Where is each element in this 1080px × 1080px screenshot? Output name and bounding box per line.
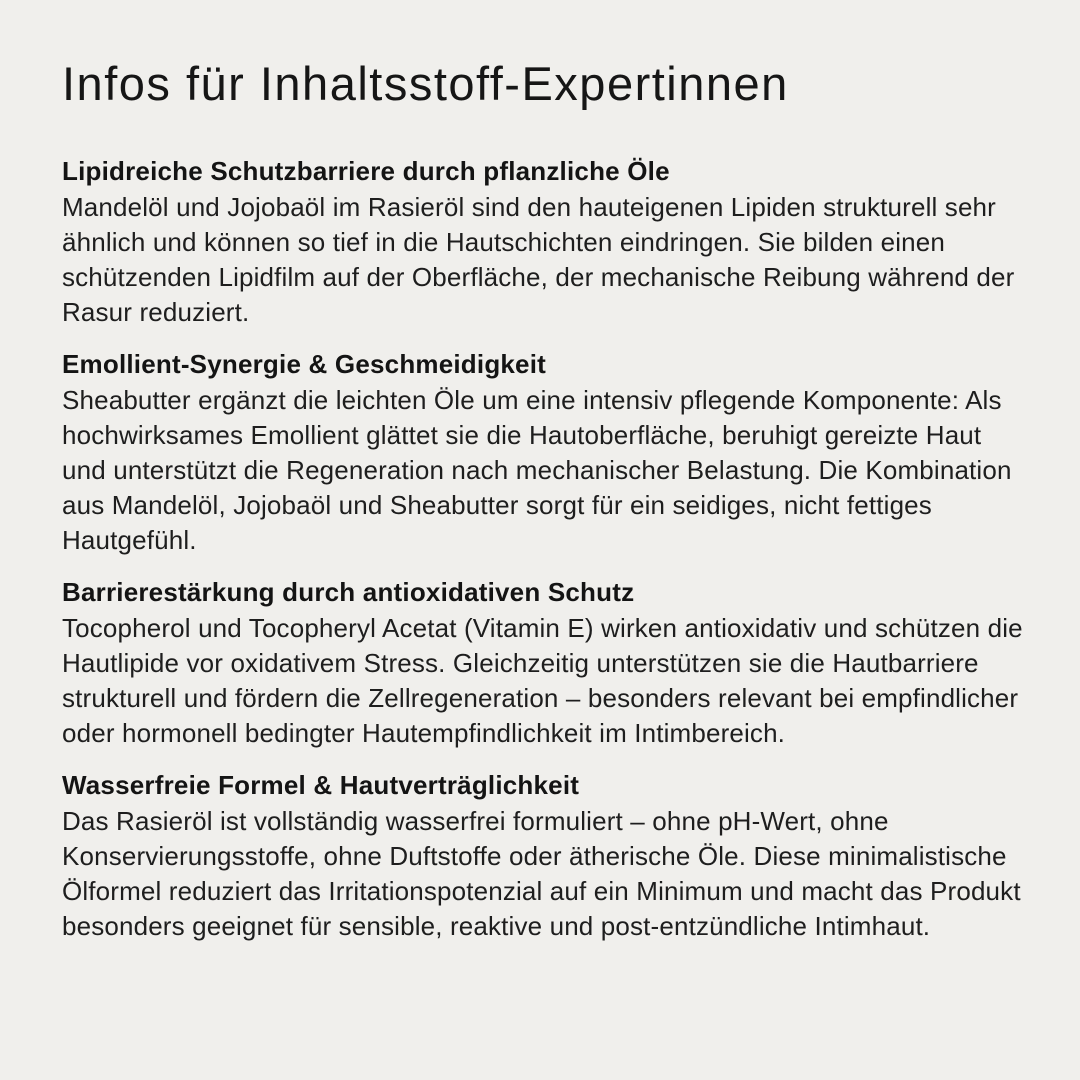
section-body: Tocopherol und Tocopheryl Acetat (Vitamin E) wirken antioxidativ und schützen die Hautlipide vor oxidativem Stress. Gleichzeitig unterstützen sie die Hautbarriere strukturell und fördern die Zellregeneration – besonders relevant bei empfindlicher oder hormonell bedingter Hautempfindlichkeit im Intimbereich. [62,612,1023,748]
page-title: Infos für Inhaltsstoff-Expertinnen [62,57,789,110]
section-body: Mandelöl und Jojobaöl im Rasieröl sind den hauteigenen Lipiden strukturell sehr ähnlich und können so tief in die Hautschichten eindringen. Sie bilden einen schützenden Lipidfilm auf der Oberfläche, der mechanische Reibung während der Rasur reduziert. [62,191,1015,327]
section-heading: Emollient-Synergie & Geschmeidigkeit [62,348,546,379]
section-heading: Barrierestärkung durch antioxidativen Schutz [62,576,635,607]
section-body: Das Rasieröl ist vollständig wasserfrei formuliert – ohne pH-Wert, ohne Konservierungsstoffe, ohne Duftstoffe oder ätherische Öle. Diese minimalistische Ölformel reduziert das Irritationspotenzial auf ein Minimum und macht das Produkt besonders geeignet für sensible, reaktive und post-entzündliche Intimhaut. [62,805,1021,941]
section-antioxidant-protection [62,575,1028,751]
section-heading: Lipidreiche Schutzbarriere durch pflanzliche Öle [62,155,670,186]
section-heading: Wasserfreie Formel & Hautverträglichkeit [62,769,580,800]
section-waterfree-formula [62,768,1028,944]
section-emollient-synergy [62,347,1028,558]
section-body: Sheabutter ergänzt die leichten Öle um eine intensiv pflegende Komponente: Als hochwirksames Emollient glättet sie die Hautoberfläche, beruhigt gereizte Haut und unterstützt die Regeneration nach mechanischer Belastung. Die Kombination aus Mandelöl, Jojobaöl und Sheabutter sorgt für ein seidiges, nicht fettiges Hautgefühl. [62,384,1012,555]
section-lipid-barrier [62,154,1028,330]
